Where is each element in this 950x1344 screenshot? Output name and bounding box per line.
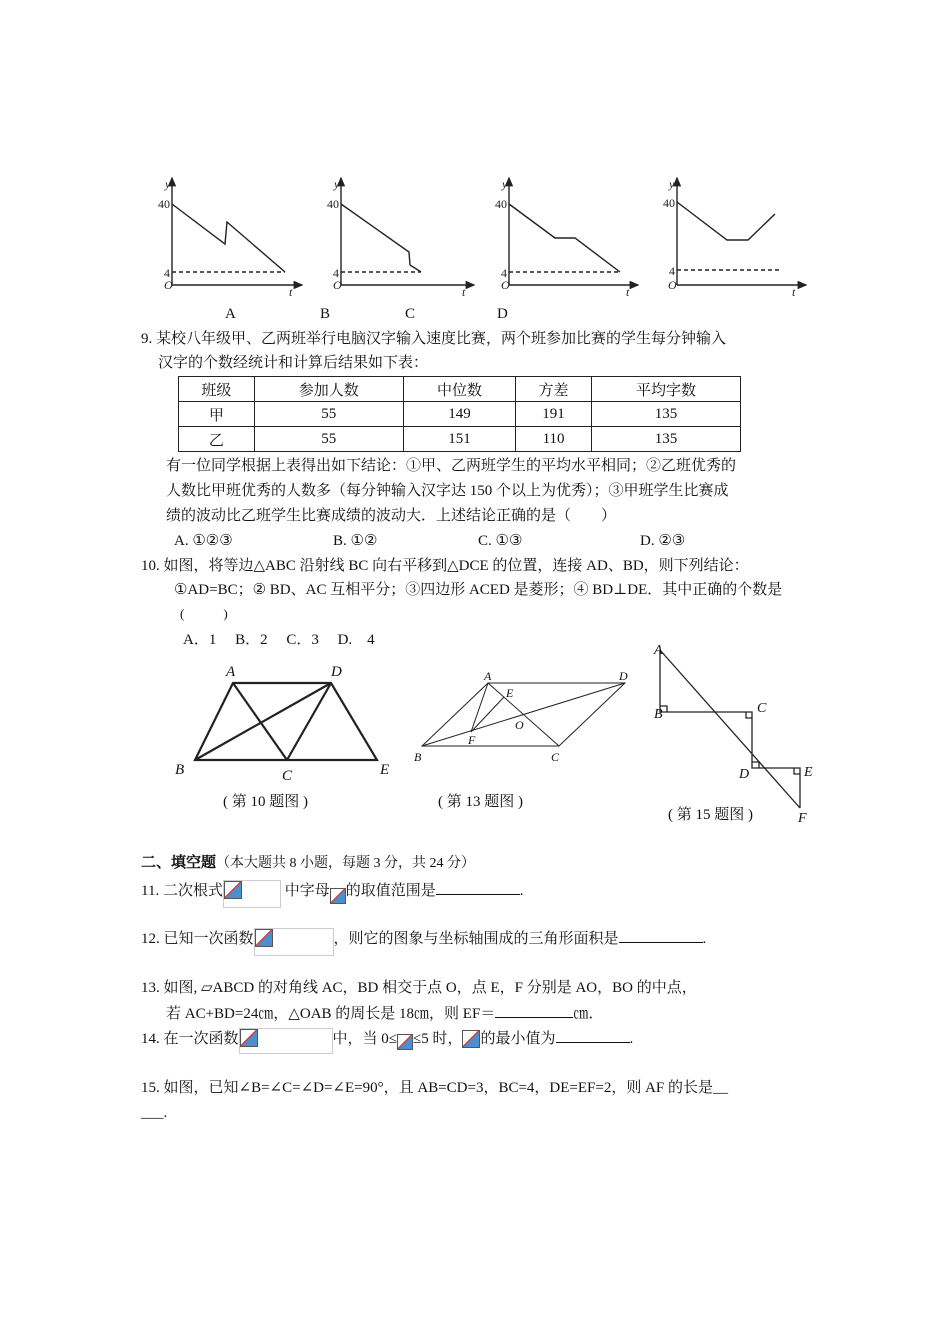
table-cell: 135 xyxy=(591,427,740,452)
graph-a xyxy=(172,178,302,285)
graph-label: D xyxy=(497,306,508,322)
formula-image xyxy=(462,1030,480,1052)
broken-image-icon xyxy=(462,1030,480,1048)
answer-blank xyxy=(619,928,703,943)
point-label: D xyxy=(331,664,342,680)
section-note: （本大题共 8 小题，每题 3 分，共 24 分） xyxy=(216,856,476,871)
origin-label: O xyxy=(501,278,510,292)
q13-line1: 13. 如图, ▱ABCD 的对角线 AC，BD 相交于点 O，点 E，F 分别是 AO，BO 的中点， xyxy=(141,980,697,996)
origin-label: O xyxy=(164,278,173,292)
graph-b xyxy=(341,178,474,285)
table-cell: 151 xyxy=(403,427,515,452)
formula-image xyxy=(239,1028,333,1054)
q14-text: 的最小值为 xyxy=(480,1031,556,1047)
tick-label: 4 xyxy=(164,266,170,280)
q14-text: 中，当 0≤ xyxy=(332,1031,397,1047)
section-2-header xyxy=(141,853,475,874)
q14-text: 14. 在一次函数 xyxy=(141,1031,239,1047)
q11-text: 的取值范围是 xyxy=(345,883,436,899)
formula-image xyxy=(254,928,334,956)
table-cell: 55 xyxy=(254,427,403,452)
q10-line2: ①AD=BC；② BD、AC 互相平分；③四边形 ACED 是菱形；④ BD⊥DE．其中正确的个数是 xyxy=(174,582,783,598)
q14-text: ≤5 时， xyxy=(413,1031,463,1047)
answer-blank xyxy=(556,1028,630,1043)
figure-15-caption: ( 第 15 题图 ) xyxy=(668,807,753,823)
table-header: 平均字数 xyxy=(591,377,740,402)
table-cell: 191 xyxy=(516,402,592,427)
table-row xyxy=(179,427,741,452)
answer-blank xyxy=(495,1003,573,1018)
q15-line1: 15. 如图，已知∠B=∠C=∠D=∠E=90°，且 AB=CD=3，BC=4，DE=EF=2，则 AF 的长是__ xyxy=(141,1080,729,1096)
q9-table xyxy=(178,376,741,452)
q11-text: 中字母 xyxy=(284,883,330,899)
q12-text: . xyxy=(702,931,707,947)
table-cell: 55 xyxy=(254,402,403,427)
section-title: 二、填空题 xyxy=(141,855,217,871)
figure-10 xyxy=(195,683,377,760)
point-label: F xyxy=(468,733,476,747)
q10-line1: 10. 如图，将等边△ABC 沿射线 BC 向右平移到△DCE 的位置，连接 AD、BD，则下列结论： xyxy=(141,558,749,574)
graph-label: C xyxy=(405,306,416,322)
point-label: A xyxy=(484,669,492,683)
table-cell: 149 xyxy=(403,402,515,427)
q13-text: ㎝． xyxy=(573,1006,604,1022)
graph-d xyxy=(677,178,806,285)
point-label: A xyxy=(654,643,663,658)
q11 xyxy=(141,880,523,908)
formula-image xyxy=(223,880,281,908)
figure-13 xyxy=(422,683,625,746)
broken-image-icon xyxy=(330,888,346,904)
q9-option-d: D. ②③ xyxy=(640,533,686,549)
tick-label: 40 xyxy=(663,196,675,210)
axis-label: t xyxy=(792,285,796,299)
q9-option-b: B. ①② xyxy=(333,533,378,549)
q11-text: 11. 二次根式 xyxy=(141,883,223,899)
origin-label: O xyxy=(333,278,342,292)
tick-label: 40 xyxy=(158,197,170,211)
graph-c xyxy=(509,178,638,285)
tick-label: 4 xyxy=(333,266,339,280)
q9-line3: 有一位同学根据上表得出如下结论：①甲、乙两班学生的平均水平相同；②乙班优秀的 xyxy=(166,458,737,474)
q10-options: A．1 B．2 C．3 D. 4 xyxy=(183,632,375,648)
point-label: E xyxy=(380,762,390,778)
point-label: B xyxy=(175,762,185,778)
figure-15 xyxy=(660,650,800,808)
q9-line4: 人数比甲班优秀的人数多（每分钟输入汉字达 150 个以上为优秀）；③甲班学生比赛成 xyxy=(166,483,729,499)
point-label: E xyxy=(804,765,813,780)
table-header: 中位数 xyxy=(403,377,515,402)
table-cell: 甲 xyxy=(179,402,255,427)
point-label: O xyxy=(515,718,524,732)
broken-image-icon xyxy=(240,1029,258,1047)
q12-text: 12. 已知一次函数 xyxy=(141,931,254,947)
point-label: A xyxy=(226,664,236,680)
q11-text: . xyxy=(519,883,524,899)
point-label: E xyxy=(506,686,514,700)
q12-text: ，则它的图象与坐标轴围成的三角形面积是 xyxy=(333,931,619,947)
q15-line2: ___. xyxy=(141,1105,168,1121)
point-label: F xyxy=(798,811,807,826)
point-label: D xyxy=(739,767,750,782)
q9-line2: 汉字的个数经统计和计算后结果如下表： xyxy=(158,355,429,371)
q9-line5: 绩的波动比乙班学生比赛成绩的波动大．上述结论正确的是（ ） xyxy=(166,508,617,524)
point-label: B xyxy=(414,750,422,764)
table-cell: 110 xyxy=(516,427,592,452)
q14 xyxy=(141,1028,633,1054)
axis-label: t xyxy=(462,285,466,299)
table-header: 班级 xyxy=(179,377,255,402)
graph-label: A xyxy=(225,306,236,322)
q14-text: . xyxy=(629,1031,634,1047)
q13-line2 xyxy=(166,1003,603,1024)
axis-label: y xyxy=(165,177,171,191)
tick-label: 40 xyxy=(327,197,339,211)
q9-option-a: A. ①②③ xyxy=(174,533,233,549)
table-header-row xyxy=(179,377,741,402)
figure-10-caption: ( 第 10 题图 ) xyxy=(223,794,308,810)
broken-image-icon xyxy=(255,929,273,947)
table-header: 参加人数 xyxy=(254,377,403,402)
axis-label: y xyxy=(669,177,675,191)
q9-line1: 9. 某校八年级甲、乙两班举行电脑汉字输入速度比赛，两个班参加比赛的学生每分钟输入 xyxy=(141,331,727,347)
table-cell: 135 xyxy=(591,402,740,427)
tick-label: 4 xyxy=(669,264,675,278)
table-row xyxy=(179,402,741,427)
table-cell: 乙 xyxy=(179,427,255,452)
point-label: D xyxy=(619,669,628,683)
point-label: B xyxy=(654,707,663,722)
broken-image-icon xyxy=(397,1034,413,1050)
figure-13-caption: ( 第 13 题图 ) xyxy=(438,794,523,810)
axis-label: y xyxy=(502,177,508,191)
graph-label: B xyxy=(320,306,331,322)
answer-blank xyxy=(436,880,520,895)
q10-line3: ( ) xyxy=(180,606,228,621)
tick-label: 4 xyxy=(501,266,507,280)
formula-image xyxy=(397,1034,413,1054)
point-label: C xyxy=(757,701,767,716)
q12 xyxy=(141,928,706,956)
formula-image xyxy=(330,888,346,908)
axis-label: y xyxy=(334,177,340,191)
axis-label: t xyxy=(289,285,293,299)
origin-label: O xyxy=(668,278,677,292)
q9-option-c: C. ①③ xyxy=(478,533,523,549)
broken-image-icon xyxy=(224,881,242,899)
point-label: C xyxy=(282,768,293,784)
table-header: 方差 xyxy=(516,377,592,402)
axis-label: t xyxy=(626,285,630,299)
q13-text: 若 AC+BD=24㎝，△OAB 的周长是 18㎝，则 EF＝ xyxy=(166,1006,496,1022)
tick-label: 40 xyxy=(495,197,507,211)
point-label: C xyxy=(551,750,560,764)
